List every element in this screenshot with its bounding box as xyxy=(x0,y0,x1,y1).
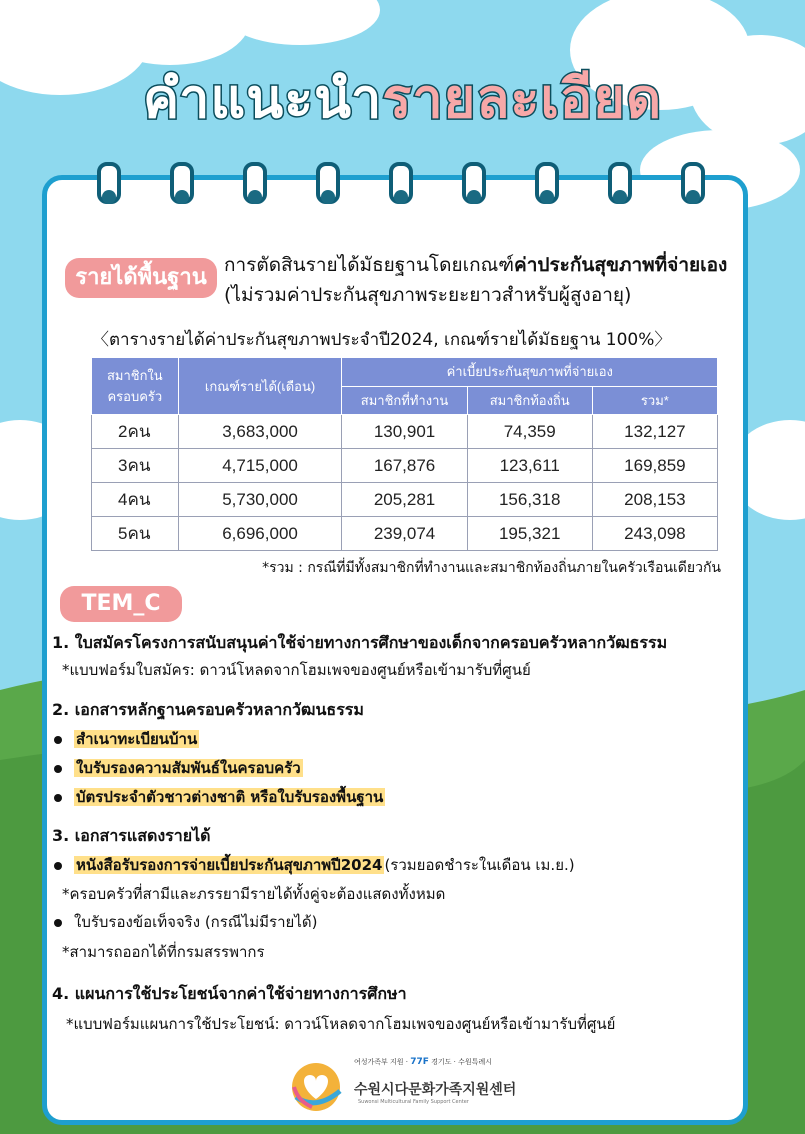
section-3-title: 3. เอกสารแสดงรายได้ xyxy=(52,826,211,845)
cell-employee: 130,901 xyxy=(342,415,467,449)
cell-local: 123,611 xyxy=(467,449,592,483)
item-text-highlight: หนังสือรับรองการจ่ายเบี้ยประกันสุขภาพปี2024 xyxy=(76,856,383,874)
title-part1: คำแนะนำ xyxy=(142,67,383,130)
item-text: ใบรับรองข้อเท็จจริง (กรณีไม่มีรายได้) xyxy=(74,913,318,931)
table-title: 〈ตารางรายได้ค่าประกันสุขภาพประจำปี2024, เกณฑ์รายได้มัธยฐาน 100%〉 xyxy=(92,330,672,350)
cell-employee: 239,074 xyxy=(342,517,467,551)
section-3-note-2: *สามารถออกได้ที่กรมสรรพากร xyxy=(62,943,265,961)
section-4-title: 4. แผนการใช้ประโยชน์จากค่าใช้จ่ายทางการศึกษา xyxy=(52,984,407,1003)
header-members: สมาชิกในครอบครัว xyxy=(92,358,179,415)
cell-total: 208,153 xyxy=(592,483,717,517)
heart-logo-icon xyxy=(288,1061,348,1113)
bullet-icon xyxy=(54,736,62,744)
bullet-icon xyxy=(54,919,62,927)
table-row xyxy=(92,449,718,483)
cell-members: 5คน xyxy=(92,517,179,551)
table-note: *รวม : กรณีที่มีทั้งสมาชิกที่ทำงานและสมาชิกท้องถิ่นภายในครัวเรือนเดียวกัน xyxy=(262,560,721,576)
sponsors: 여성가족부 지원 · 77F 경기도 · 수원특례시 xyxy=(354,1057,492,1067)
table-row xyxy=(92,517,718,551)
cell-income: 5,730,000 xyxy=(178,483,342,517)
table-row xyxy=(92,415,718,449)
header-income: เกณฑ์รายได้(เดือน) xyxy=(178,358,342,415)
list-item xyxy=(54,727,199,751)
income-desc-line2: (ไม่รวมค่าประกันสุขภาพระยะยาวสำหรับผู้สูงอายุ) xyxy=(224,284,632,306)
cell-members: 3คน xyxy=(92,449,179,483)
bullet-icon xyxy=(54,862,62,870)
cell-income: 6,696,000 xyxy=(178,517,342,551)
item-text: สำเนาทะเบียนบ้าน xyxy=(76,730,198,748)
cell-members: 2คน xyxy=(92,415,179,449)
section-1-note: *แบบฟอร์มใบสมัคร: ดาวน์โหลดจากโฮมเพจของศูนย์หรือเข้ามารับที่ศูนย์ xyxy=(62,661,531,679)
item-text: (รวมยอดชำระในเดือน เม.ย.) xyxy=(384,856,575,874)
cell-total: 169,859 xyxy=(592,449,717,483)
income-label-badge: รายได้พื้นฐาน xyxy=(65,258,217,298)
section-2-title: 2. เอกสารหลักฐานครอบครัวหลากวัฒนธรรม xyxy=(52,700,364,719)
income-desc-pre: การตัดสินรายได้มัธยฐานโดยเกณฑ์ xyxy=(224,254,515,276)
cell-local: 74,359 xyxy=(467,415,592,449)
income-desc-line1 xyxy=(224,250,727,280)
list-item xyxy=(54,785,385,809)
center-logo xyxy=(288,1055,528,1115)
header-total: รวม* xyxy=(592,386,717,415)
table-row xyxy=(92,483,718,517)
list-item xyxy=(54,756,303,780)
tem-label-badge: TEM_C xyxy=(60,586,182,622)
cell-local: 195,321 xyxy=(467,517,592,551)
sponsor-2: 경기도 · xyxy=(431,1058,456,1066)
cell-employee: 205,281 xyxy=(342,483,467,517)
list-item xyxy=(54,853,575,877)
income-desc-bold: ค่าประกันสุขภาพที่จ่ายเอง xyxy=(514,254,728,276)
title-part2: รายละเอียด xyxy=(382,67,663,130)
header-local: สมาชิกท้องถิ่น xyxy=(467,386,592,415)
bullet-icon xyxy=(54,794,62,802)
item-text: ใบรับรองความสัมพันธ์ในครอบครัว xyxy=(76,759,301,777)
cell-employee: 167,876 xyxy=(342,449,467,483)
cell-income: 4,715,000 xyxy=(178,449,342,483)
center-name-en: Suwonsi Multicultural Family Support Center xyxy=(358,1099,469,1105)
center-name: 수원시다문화가족지원센터 xyxy=(354,1082,517,1098)
cell-total: 243,098 xyxy=(592,517,717,551)
section-4-note: *แบบฟอร์มแผนการใช้ประโยชน์: ดาวน์โหลดจากโฮมเพจของศูนย์หรือเข้ามารับที่ศูนย์ xyxy=(66,1015,616,1033)
section-1-title: 1. ใบสมัครโครงการสนับสนุนค่าใช้จ่ายทางการศึกษาของเด็กจากครอบครัวหลากวัฒธรรม xyxy=(52,633,668,652)
item-text: บัตรประจำตัวชาวต่างชาติ หรือใบรับรองพื้นฐาน xyxy=(76,788,384,806)
sponsor-1: 여성가족부 지원 · xyxy=(354,1058,409,1066)
list-item xyxy=(54,910,317,934)
cell-total: 132,127 xyxy=(592,415,717,449)
cell-income: 3,683,000 xyxy=(178,415,342,449)
section-3-note-1: *ครอบครัวที่สามีและภรรยามีรายได้ทั้งคู่จะต้องแสดงทั้งหมด xyxy=(62,885,446,903)
cell-local: 156,318 xyxy=(467,483,592,517)
bullet-icon xyxy=(54,765,62,773)
sponsor-3: 수원특례시 xyxy=(458,1058,492,1066)
header-employee: สมาชิกที่ทำงาน xyxy=(342,386,467,415)
income-table xyxy=(91,357,718,551)
header-premium-group: ค่าเบี้ยประกันสุขภาพที่จ่ายเอง xyxy=(342,358,718,387)
cell-members: 4คน xyxy=(92,483,179,517)
